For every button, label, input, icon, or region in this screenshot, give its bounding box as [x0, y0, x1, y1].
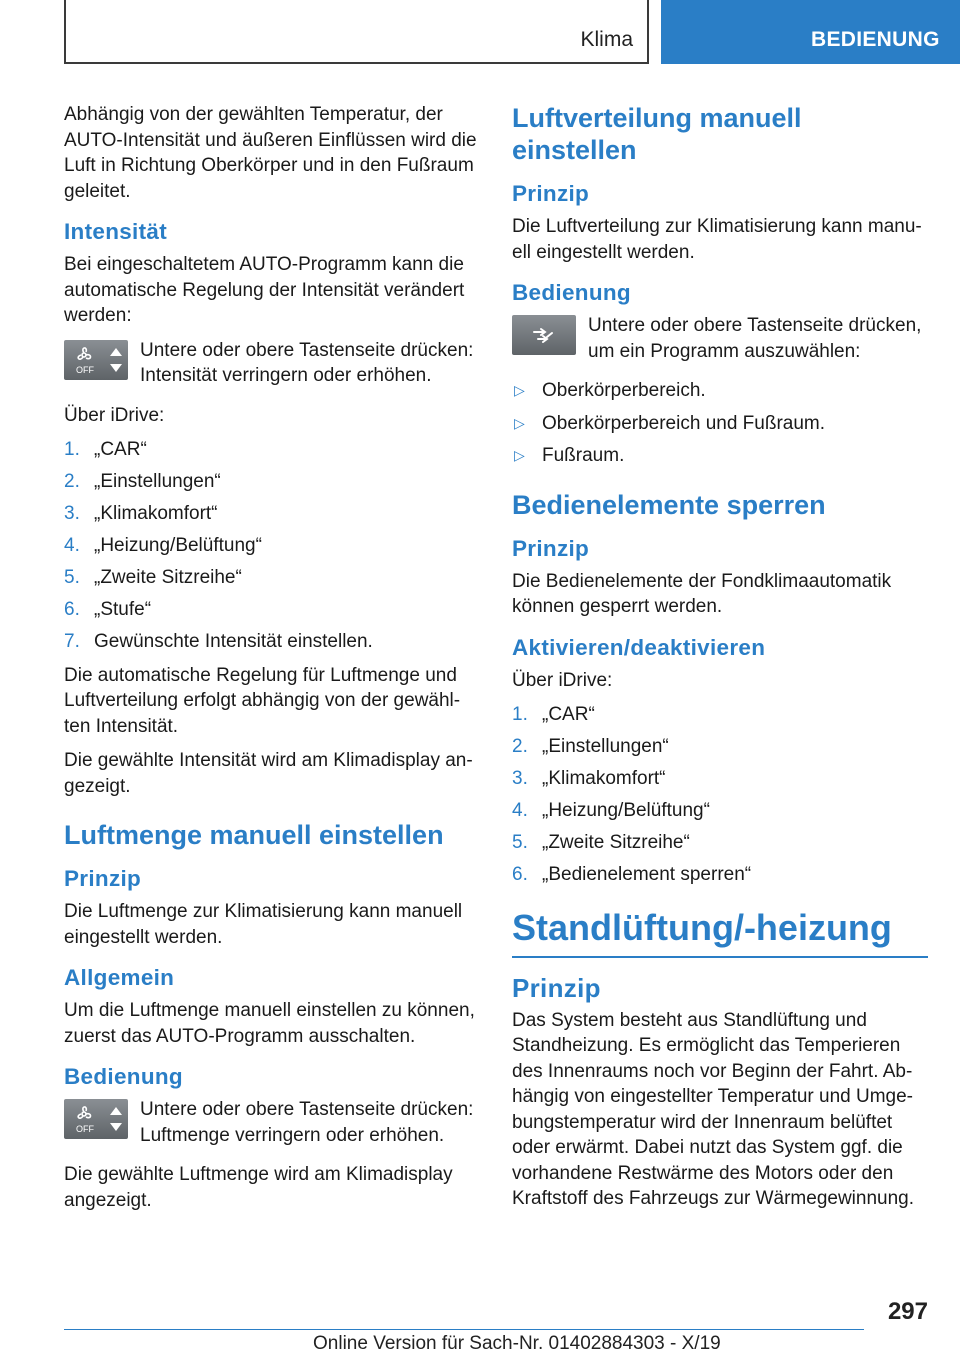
allgemein-text: Um die Luftmenge manuell einstellen zu können, zuerst das AUTO-Programm ausschalten.: [64, 1000, 475, 1047]
luftmenge-heading: Luftmenge manuell einstellen: [64, 820, 444, 850]
bedienung-heading: Bedienung: [64, 1064, 183, 1089]
prinzip-text: Die Luftverteilung zur Klimatisierung kann manu‐ ell eingestellt werden.: [512, 216, 922, 263]
list-item: 6. „Stufe“: [64, 599, 152, 620]
sperren-heading: Bedienelemente sperren: [512, 489, 826, 520]
stand-prinzip-heading: Prinzip: [512, 972, 601, 1003]
intensity-steps-list: [64, 437, 479, 655]
list-item: 4. „Heizung/Belüftung“: [512, 800, 710, 821]
triangle-bullet-icon: ▷: [514, 414, 525, 431]
list-item: 5. „Zweite Sitzreihe“: [64, 567, 242, 588]
prinzip-heading: Prinzip: [512, 181, 590, 206]
aktiv-heading: Aktivieren/deaktivieren: [512, 634, 766, 660]
list-item: 5. „Zweite Sitzreihe“: [512, 832, 690, 853]
intensity-instruction: [64, 338, 479, 389]
intensity-text: Bei eingeschaltetem AUTO-Programm kann die automatische Regelung der Intensität verändert werden:: [64, 254, 465, 326]
idrive-label: Über iDrive:: [512, 669, 613, 691]
header-chapter-tab: BEDIENUNG: [661, 0, 960, 64]
fan-off-button-icon: [64, 1099, 128, 1139]
list-item: 1. „CAR“: [64, 439, 147, 460]
list-item: 1. „CAR“: [512, 704, 595, 725]
svg-text:OFF: OFF: [76, 1124, 94, 1134]
bedienung-display-text: Die gewählte Luftmenge wird am Klimadisplay angezeigt.: [64, 1164, 453, 1211]
idrive-label: Über iDrive:: [64, 404, 165, 426]
list-item: ▷ Oberkörperbereich.: [512, 378, 928, 404]
auto-text: Die automatische Regelung für Luftmenge und Luftverteilung erfolgt abhängig von der gewähl‐ ten Intensität.: [64, 664, 461, 737]
prinzip-heading: Prinzip: [64, 866, 142, 891]
triangle-bullet-icon: ▷: [514, 447, 525, 463]
display-text: Die gewählte Intensität wird am Klimadisplay an‐ gezeigt.: [64, 750, 473, 797]
intro-paragraph: Abhängig von der gewählten Temperatur, der AUTO-Intensität und äußeren Einflüssen wird die Luft in Richtung Oberkörper und in den Fußraum geleitet.: [64, 104, 477, 202]
list-item: 6. „Bedienelement sperren“: [512, 864, 752, 885]
list-item: 2. „Einstellungen“: [64, 471, 221, 492]
left-column: [64, 102, 479, 1222]
footer-divider: [64, 1329, 864, 1330]
bedienung-icon-text: Untere oder obere Tastenseite drücken: Luftmenge verringern oder erhöhen.: [140, 1099, 474, 1146]
list-item: ▷ Fußraum.: [512, 443, 928, 469]
list-item: 7. Gewünschte Intensität einstellen.: [64, 631, 373, 652]
verteilung-instruction: [512, 313, 928, 364]
page-number: 297: [887, 1298, 928, 1325]
footer-text: Online Version für Sach-Nr. 01402884303 - X/19: [313, 1333, 721, 1354]
verteilung-heading: Luftverteilung manuell einstellen: [512, 103, 802, 165]
stand-prinzip-text: Das System besteht aus Standlüftung und Standheizung. Es ermöglicht das Temperieren des Innenraums noch vor Beginn der Fahrt. Ab‐ hängig von eingestellter Temperatur und Umge‐ bungstemperatur wird der Innenraum belüftet oder erwärmt. Dabei nutzt das System ggf. die vorhandene Restwärme des Motors oder den Kraftstoff des Fahrzeugs zur Wärmegewinnung.: [512, 1009, 915, 1209]
header-section: Klima: [580, 28, 633, 51]
air-distribution-button-icon: [512, 315, 576, 355]
program-list: [512, 378, 928, 469]
intensity-heading: Intensität: [64, 219, 168, 244]
list-item: 3. „Klimakomfort“: [512, 768, 666, 789]
header-box: [64, 0, 649, 64]
list-item: 2. „Einstellungen“: [512, 736, 669, 757]
bedienung-instruction: [64, 1097, 479, 1148]
prinzip-text: Die Luftmenge zur Klimatisierung kann manuell eingestellt werden.: [64, 901, 463, 948]
bedienung-icon-text: Untere oder obere Tastenseite drücken, um ein Programm auszuwählen:: [588, 315, 922, 362]
fan-off-button-icon: [64, 340, 128, 380]
sperren-prinzip-heading: Prinzip: [512, 535, 590, 561]
bedienung-heading: Bedienung: [512, 280, 631, 305]
allgemein-heading: Allgemein: [64, 965, 175, 990]
stand-heading: Standlüftung/-heizung: [512, 906, 928, 958]
right-column: [512, 102, 928, 1221]
intensity-icon-text: Untere oder obere Tastenseite drücken: Intensität verringern oder erhöhen.: [140, 339, 474, 386]
triangle-bullet-icon: ▷: [514, 382, 525, 398]
list-item: 3. „Klimakomfort“: [64, 503, 218, 524]
sperren-prinzip-text: Die Bedienelemente der Fondklimaautomatik können gesperrt werden.: [512, 570, 892, 617]
list-item: ▷ Oberkörperbereich und Fußraum.: [512, 411, 928, 437]
svg-text:OFF: OFF: [76, 364, 94, 375]
list-item: 4. „Heizung/Belüftung“: [64, 535, 262, 556]
sperren-steps-list: [512, 702, 928, 888]
